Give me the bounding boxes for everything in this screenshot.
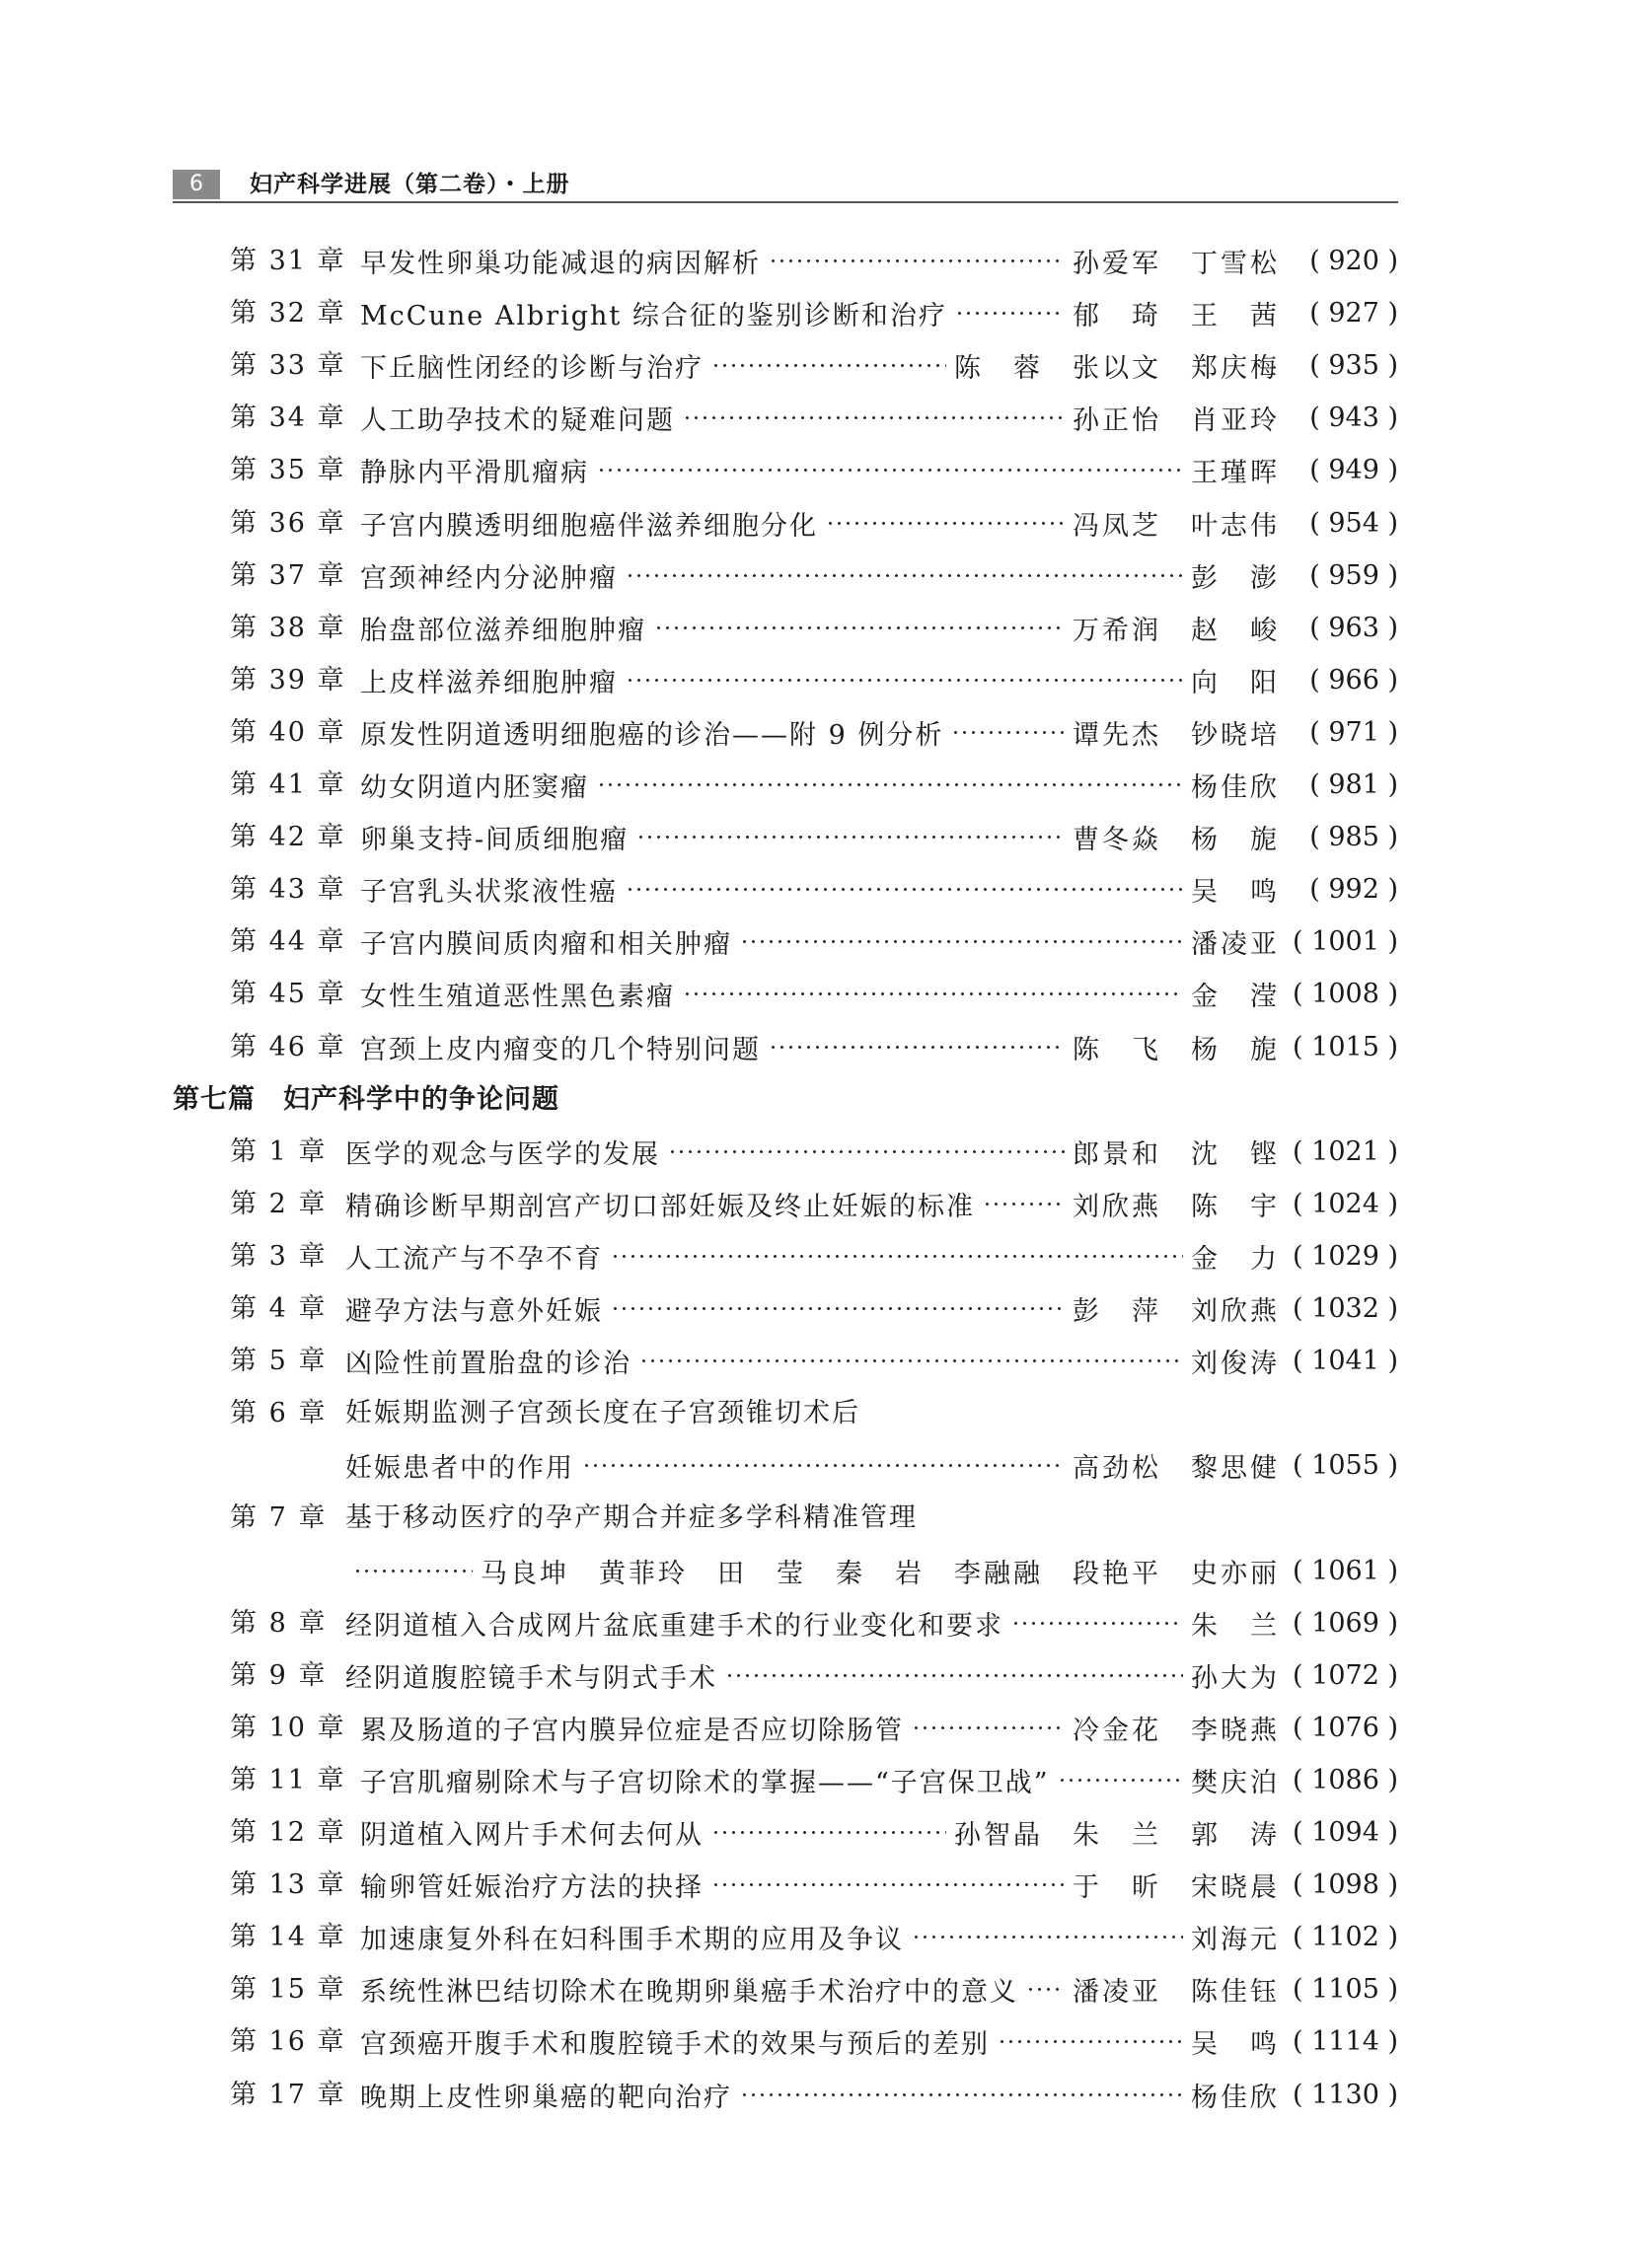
dot-leader <box>912 1911 1183 1963</box>
dot-leader <box>1058 1754 1183 1806</box>
chapter-label: 第 36 章 <box>230 508 346 539</box>
dot-leader <box>639 1335 1183 1387</box>
chapter-title: 妊娠患者中的作用 <box>345 1453 574 1484</box>
part-label: 第七篇 <box>173 1084 256 1115</box>
chapter-title: 人工助孕技术的疑难问题 <box>360 405 675 436</box>
chapter-page: ( 1076 ) <box>1293 1713 1398 1743</box>
chapter-page: ( 1061 ) <box>1293 1556 1398 1586</box>
toc-entry[interactable] <box>0 1439 1631 1492</box>
chapter-title: 子宫内膜间质肉瘤和相关肿瘤 <box>360 929 732 960</box>
chapter-authors: 吴 鸣 <box>1191 2029 1280 2060</box>
entry-line <box>360 811 1398 863</box>
chapter-authors: 谭先杰 钞晓培 <box>1073 720 1280 751</box>
toc-entry[interactable] <box>0 392 1631 444</box>
chapter-title: 下丘脑性闭经的诊断与治疗 <box>360 353 704 384</box>
dot-leader <box>769 235 1065 287</box>
chapter-authors: 郎景和 沈 铿 <box>1073 1139 1280 1170</box>
chapter-page: ( 959 ) <box>1309 560 1398 591</box>
chapter-authors: 于 昕 宋晓晨 <box>1073 1872 1280 1903</box>
entry-line <box>360 392 1398 444</box>
chapter-page: ( 1001 ) <box>1293 926 1398 957</box>
chapter-page: ( 981 ) <box>1309 769 1398 800</box>
chapter-page: ( 1029 ) <box>1293 1241 1398 1272</box>
chapter-title: 医学的观念与医学的发展 <box>345 1139 660 1170</box>
chapter-label: 第 10 章 <box>230 1713 346 1743</box>
dot-leader <box>711 339 946 392</box>
dot-leader <box>711 1806 946 1859</box>
chapter-authors: 吴 鸣 <box>1191 877 1280 908</box>
entry-line <box>360 1963 1398 2015</box>
chapter-page: ( 966 ) <box>1309 665 1398 695</box>
chapter-authors: 曹冬焱 杨 旎 <box>1073 825 1280 855</box>
chapter-label: 第 6 章 <box>230 1398 328 1428</box>
chapter-label: 第 7 章 <box>230 1502 328 1533</box>
entry-line <box>360 1859 1398 1911</box>
chapter-label: 第 11 章 <box>230 1765 346 1795</box>
dot-leader <box>1026 1963 1065 2015</box>
dot-leader <box>1011 1597 1183 1649</box>
toc-entry[interactable] <box>0 1126 1631 1178</box>
chapter-authors: 万希润 赵 峻 <box>1073 616 1280 646</box>
chapter-page: ( 927 ) <box>1309 298 1398 329</box>
chapter-authors: 朱 兰 <box>1191 1611 1280 1642</box>
chapter-title: 宫颈神经内分泌肿瘤 <box>360 563 618 594</box>
chapter-authors: 陈 蓉 张以文 郑庆梅 <box>954 353 1280 384</box>
entry-line <box>360 706 1398 759</box>
dot-leader <box>636 811 1065 863</box>
dot-leader <box>353 1545 473 1597</box>
toc-entry[interactable] <box>0 549 1631 602</box>
chapter-title: 系统性淋巴结切除术在晚期卵巢癌手术治疗中的意义 <box>360 1977 1018 2008</box>
chapter-title: 阴道植入网片手术何去何从 <box>360 1820 704 1851</box>
chapter-page: ( 1069 ) <box>1293 1608 1398 1639</box>
chapter-title: 女性生殖道恶性黑色素瘤 <box>360 982 675 1012</box>
toc-entry[interactable] <box>0 759 1631 811</box>
toc-entry[interactable] <box>0 235 1631 287</box>
dot-leader <box>626 549 1183 602</box>
dot-leader <box>668 1126 1065 1178</box>
dot-leader <box>626 863 1183 915</box>
chapter-title: McCune Albright 综合征的鉴别诊断和治疗 <box>360 301 947 331</box>
chapter-title: 幼女阴道内胚窦瘤 <box>360 772 589 803</box>
toc-entry[interactable] <box>0 1702 1631 1754</box>
running-header <box>173 170 1398 203</box>
chapter-label: 第 1 章 <box>230 1136 328 1167</box>
chapter-page: ( 943 ) <box>1309 402 1398 433</box>
entry-line <box>360 2069 1398 2121</box>
entry-line <box>360 497 1398 549</box>
toc-entry[interactable] <box>0 1387 1631 1439</box>
chapter-authors: 潘凌亚 陈佳钰 <box>1073 1977 1280 2008</box>
chapter-label: 第 9 章 <box>230 1660 328 1691</box>
chapter-title: 妊娠期监测子宫颈长度在子宫颈锥切术后 <box>345 1398 860 1428</box>
chapter-title: 累及肠道的子宫内膜异位症是否应切除肠管 <box>360 1716 904 1746</box>
toc-entry[interactable] <box>0 287 1631 339</box>
toc-entry[interactable] <box>0 602 1631 654</box>
dot-leader <box>683 968 1183 1020</box>
toc-entry[interactable] <box>0 444 1631 496</box>
chapter-page: ( 920 ) <box>1309 246 1398 276</box>
dot-leader <box>597 444 1183 496</box>
dot-leader <box>725 1649 1183 1702</box>
entry-line <box>360 654 1398 706</box>
toc-entry[interactable] <box>0 863 1631 915</box>
chapter-authors: 孙爱军 丁雪松 <box>1073 249 1280 279</box>
chapter-label: 第 14 章 <box>230 1922 346 1952</box>
part-heading <box>173 1073 559 1126</box>
chapter-authors: 高劲松 黎思健 <box>1073 1453 1280 1484</box>
toc-entry[interactable] <box>0 2069 1631 2121</box>
chapter-title: 晚期上皮性卵巢癌的靶向治疗 <box>360 2083 732 2113</box>
dot-leader <box>955 287 1065 339</box>
chapter-label: 第 39 章 <box>230 665 346 695</box>
chapter-title: 胎盘部位滋养细胞肿瘤 <box>360 616 646 646</box>
chapter-page: ( 1086 ) <box>1293 1765 1398 1795</box>
chapter-page: ( 1041 ) <box>1293 1346 1398 1376</box>
chapter-page: ( 1105 ) <box>1293 1974 1398 2005</box>
part-title: 妇产科学中的争论问题 <box>283 1084 559 1115</box>
chapter-authors: 冷金花 李晓燕 <box>1073 1716 1280 1746</box>
chapter-page: ( 1015 ) <box>1293 1032 1398 1062</box>
entry-line <box>360 759 1398 811</box>
entry-line <box>360 339 1398 392</box>
toc-entry[interactable] <box>0 1178 1631 1230</box>
chapter-page: ( 1008 ) <box>1293 979 1398 1009</box>
dot-leader <box>740 915 1183 968</box>
chapter-authors: 樊庆泊 <box>1191 1768 1280 1798</box>
toc-entry[interactable] <box>0 1335 1631 1387</box>
entry-line <box>360 968 1398 1020</box>
chapter-page: ( 949 ) <box>1309 455 1398 485</box>
entry-line <box>345 1178 1398 1230</box>
dot-leader <box>683 392 1065 444</box>
chapter-authors: 刘俊涛 <box>1191 1349 1280 1379</box>
chapter-authors: 孙智晶 朱 兰 郭 涛 <box>954 1820 1280 1851</box>
chapter-page: ( 985 ) <box>1309 822 1398 852</box>
chapter-page: ( 954 ) <box>1309 508 1398 539</box>
entry-line <box>360 287 1398 339</box>
toc-entry[interactable] <box>0 1021 1631 1073</box>
chapter-page: ( 1130 ) <box>1293 2080 1398 2110</box>
chapter-title: 凶险性前置胎盘的诊治 <box>345 1349 631 1379</box>
entry-line <box>345 1230 1398 1282</box>
chapter-page: ( 1024 ) <box>1293 1189 1398 1219</box>
chapter-label: 第 38 章 <box>230 613 346 643</box>
chapter-authors: 彭 澎 <box>1191 563 1280 594</box>
toc-entry[interactable] <box>0 339 1631 392</box>
dot-leader <box>998 2015 1183 2068</box>
dot-leader <box>912 1702 1065 1754</box>
entry-line <box>360 549 1398 602</box>
chapter-page: ( 1094 ) <box>1293 1817 1398 1848</box>
chapter-label: 第 32 章 <box>230 298 346 329</box>
toc-entry[interactable] <box>0 2015 1631 2068</box>
chapter-page: ( 992 ) <box>1309 874 1398 905</box>
chapter-label: 第 44 章 <box>230 926 346 957</box>
entry-line <box>360 1911 1398 1963</box>
chapter-authors: 金 力 <box>1191 1244 1280 1275</box>
chapter-authors: 刘海元 <box>1191 1925 1280 1955</box>
toc-entry[interactable] <box>0 1649 1631 1702</box>
chapter-title: 经阴道腹腔镜手术与阴式手术 <box>345 1663 717 1694</box>
toc-entry[interactable] <box>0 1806 1631 1859</box>
chapter-title: 避孕方法与意外妊娠 <box>345 1296 603 1327</box>
chapter-title: 上皮样滋养细胞肿瘤 <box>360 668 618 698</box>
toc-entry[interactable] <box>0 1963 1631 2015</box>
chapter-page: ( 1102 ) <box>1293 1922 1398 1952</box>
chapter-label: 第 16 章 <box>230 2026 346 2057</box>
chapter-label: 第 46 章 <box>230 1032 346 1062</box>
chapter-authors: 杨佳欣 <box>1191 2083 1280 2113</box>
chapter-authors: 潘凌亚 <box>1191 929 1280 960</box>
dot-leader <box>740 2069 1183 2121</box>
dot-leader <box>826 497 1065 549</box>
chapter-title: 基于移动医疗的孕产期合并症多学科精准管理 <box>345 1502 918 1533</box>
dot-leader <box>597 759 1183 811</box>
chapter-page: ( 971 ) <box>1309 717 1398 748</box>
toc-entry[interactable] <box>0 1282 1631 1335</box>
chapter-label: 第 33 章 <box>230 350 346 381</box>
entry-line <box>345 1282 1398 1335</box>
toc-entry[interactable] <box>0 1545 1631 1597</box>
entry-line <box>345 1126 1398 1178</box>
entry-line <box>345 1597 1398 1649</box>
dot-leader <box>983 1178 1065 1230</box>
book-title: 妇产科学进展（第二卷）・上册 <box>250 172 570 197</box>
chapter-label: 第 37 章 <box>230 560 346 591</box>
chapter-label: 第 41 章 <box>230 769 346 800</box>
chapter-page: ( 1032 ) <box>1293 1293 1398 1324</box>
chapter-authors: 孙正怡 肖亚玲 <box>1073 405 1280 436</box>
chapter-label: 第 35 章 <box>230 455 346 485</box>
dot-leader <box>769 1021 1065 1073</box>
chapter-authors: 杨佳欣 <box>1191 772 1280 803</box>
chapter-title: 人工流产与不孕不育 <box>345 1244 603 1275</box>
chapter-title: 输卵管妊娠治疗方法的抉择 <box>360 1872 704 1903</box>
dot-leader <box>611 1282 1065 1335</box>
dot-leader <box>654 602 1065 654</box>
chapter-label: 第 34 章 <box>230 402 346 433</box>
chapter-title: 宫颈癌开腹手术和腹腔镜手术的效果与预后的差别 <box>360 2029 990 2060</box>
toc-entry[interactable] <box>0 1492 1631 1544</box>
chapter-label: 第 8 章 <box>230 1608 328 1639</box>
chapter-label: 第 12 章 <box>230 1817 346 1848</box>
chapter-label: 第 3 章 <box>230 1241 328 1272</box>
chapter-label: 第 13 章 <box>230 1869 346 1900</box>
dot-leader <box>582 1439 1065 1492</box>
chapter-page: ( 1114 ) <box>1293 2026 1398 2057</box>
dot-leader <box>626 654 1183 706</box>
chapter-page: ( 1055 ) <box>1293 1450 1398 1481</box>
entry-line <box>360 1754 1398 1806</box>
chapter-authors: 马良坤 黄菲玲 田 莹 秦 岩 李融融 段艳平 史亦丽 <box>481 1559 1280 1589</box>
toc-entry[interactable] <box>0 1754 1631 1806</box>
entry-line <box>360 1806 1398 1859</box>
chapter-label: 第 2 章 <box>230 1189 328 1219</box>
chapter-page: ( 1021 ) <box>1293 1136 1398 1167</box>
toc-entry[interactable] <box>0 811 1631 863</box>
dot-leader <box>611 1230 1183 1282</box>
chapter-title: 子宫肌瘤剔除术与子宫切除术的掌握——“子宫保卫战” <box>360 1768 1050 1798</box>
toc-entry[interactable] <box>0 1911 1631 1963</box>
entry-line <box>345 1545 1398 1597</box>
chapter-authors: 金 滢 <box>1191 982 1280 1012</box>
chapter-page: ( 1098 ) <box>1293 1869 1398 1900</box>
entry-line <box>360 602 1398 654</box>
chapter-authors: 向 阳 <box>1191 668 1280 698</box>
chapter-label: 第 40 章 <box>230 717 346 748</box>
page-number: 6 <box>173 170 220 199</box>
toc-entry[interactable] <box>0 497 1631 549</box>
chapter-authors: 王瑾晖 <box>1191 458 1280 488</box>
chapter-title: 原发性阴道透明细胞癌的诊治——附 9 例分析 <box>360 720 944 751</box>
chapter-authors: 陈 飞 杨 旎 <box>1073 1035 1280 1065</box>
chapter-authors: 刘欣燕 陈 宇 <box>1073 1192 1280 1222</box>
entry-line <box>360 1702 1398 1754</box>
chapter-title: 卵巢支持-间质细胞瘤 <box>360 825 630 855</box>
entry-line <box>345 1439 1398 1492</box>
chapter-label: 第 43 章 <box>230 874 346 905</box>
chapter-label: 第 5 章 <box>230 1346 328 1376</box>
entry-line <box>345 1649 1398 1702</box>
entry-line <box>360 235 1398 287</box>
toc-entry[interactable] <box>0 1859 1631 1911</box>
toc-entry[interactable] <box>0 654 1631 706</box>
entry-line <box>360 1021 1398 1073</box>
chapter-title: 宫颈上皮内瘤变的几个特别问题 <box>360 1035 761 1065</box>
chapter-title: 子宫乳头状浆液性癌 <box>360 877 618 908</box>
toc-entry[interactable] <box>0 1230 1631 1282</box>
chapter-title: 子宫内膜透明细胞癌伴滋养细胞分化 <box>360 511 818 542</box>
chapter-title: 经阴道植入合成网片盆底重建手术的行业变化和要求 <box>345 1611 1003 1642</box>
chapter-page: ( 1072 ) <box>1293 1660 1398 1691</box>
toc-entry[interactable] <box>0 968 1631 1020</box>
chapter-label: 第 4 章 <box>230 1293 328 1324</box>
entry-line <box>360 444 1398 496</box>
toc-entry[interactable] <box>0 915 1631 968</box>
dot-leader <box>951 706 1065 759</box>
chapter-authors: 孙大为 <box>1191 1663 1280 1694</box>
chapter-authors: 郁 琦 王 茜 <box>1073 301 1280 331</box>
dot-leader <box>711 1859 1065 1911</box>
chapter-label: 第 17 章 <box>230 2080 346 2110</box>
entry-line <box>360 2015 1398 2068</box>
chapter-title: 早发性卵巢功能减退的病因解析 <box>360 249 761 279</box>
chapter-label: 第 15 章 <box>230 1974 346 2005</box>
chapter-label: 第 42 章 <box>230 822 346 852</box>
chapter-title: 精确诊断早期剖宫产切口部妊娠及终止妊娠的标准 <box>345 1192 975 1222</box>
chapter-authors: 冯凤芝 叶志伟 <box>1073 511 1280 542</box>
chapter-label: 第 45 章 <box>230 979 346 1009</box>
chapter-title: 加速康复外科在妇科围手术期的应用及争议 <box>360 1925 904 1955</box>
entry-line <box>360 915 1398 968</box>
toc-entry[interactable] <box>0 1597 1631 1649</box>
chapter-authors: 彭 萍 刘欣燕 <box>1073 1296 1280 1327</box>
toc-entry[interactable] <box>0 706 1631 759</box>
entry-line <box>360 863 1398 915</box>
chapter-page: ( 963 ) <box>1309 613 1398 643</box>
entry-line <box>345 1335 1398 1387</box>
chapter-title: 静脉内平滑肌瘤病 <box>360 458 589 488</box>
chapter-label: 第 31 章 <box>230 246 346 276</box>
chapter-page: ( 935 ) <box>1309 350 1398 381</box>
